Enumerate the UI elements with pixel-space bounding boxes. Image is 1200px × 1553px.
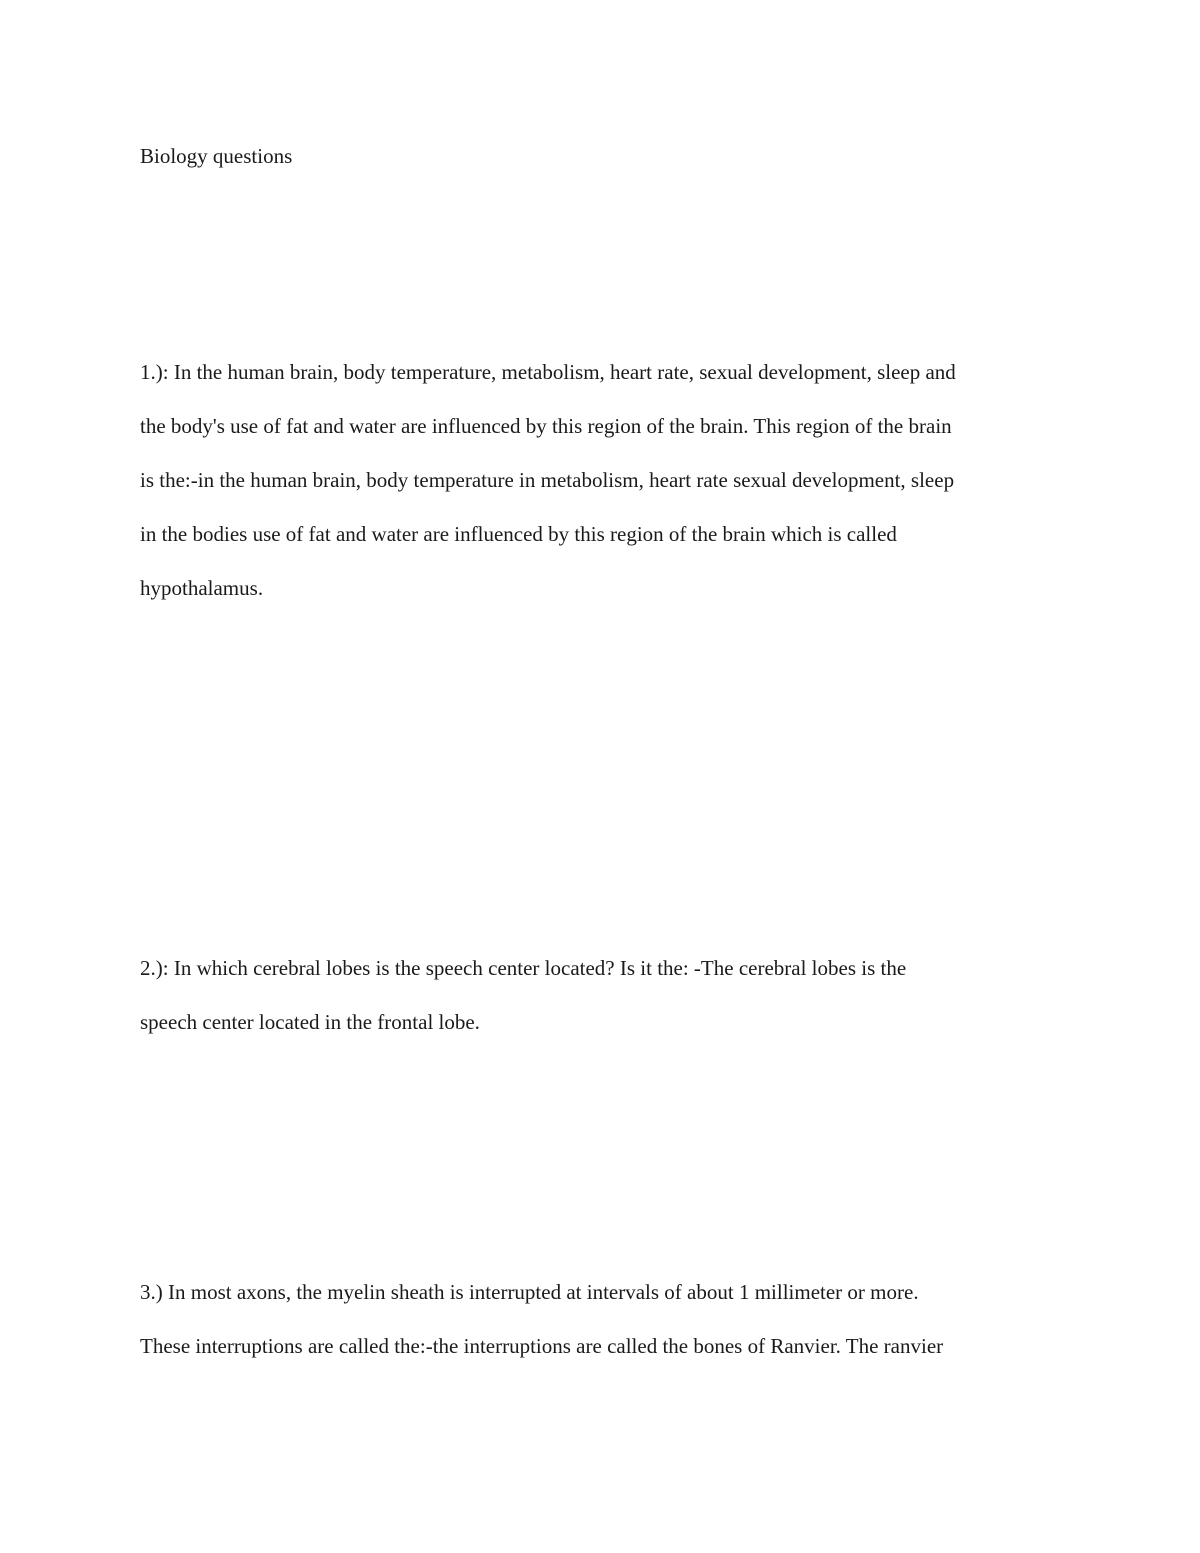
question-2-line-2: speech center located in the frontal lobe. bbox=[140, 1010, 480, 1034]
document-title: Biology questions bbox=[140, 144, 293, 168]
question-1-line-2: the body's use of fat and water are influenced by this region of the brain. This region of the brain bbox=[140, 414, 952, 438]
question-1-line-3: is the:-in the human brain, body temperature in metabolism, heart rate sexual development, sleep bbox=[140, 468, 955, 492]
question-1-line-4: in the bodies use of fat and water are influenced by this region of the brain which is called bbox=[140, 522, 897, 546]
question-1-line-5: hypothalamus. bbox=[140, 576, 264, 600]
question-1-line-1: 1.): In the human brain, body temperature, metabolism, heart rate, sexual development, sleep and bbox=[140, 360, 956, 384]
question-2-line-1: 2.): In which cerebral lobes is the speech center located? Is it the: -The cerebral lobes is the bbox=[140, 956, 907, 980]
question-3-line-2: These interruptions are called the:-the interruptions are called the bones of Ranvier. The ranvier bbox=[140, 1334, 944, 1358]
question-3-line-1: 3.) In most axons, the myelin sheath is interrupted at intervals of about 1 millimeter or more. bbox=[140, 1280, 919, 1304]
